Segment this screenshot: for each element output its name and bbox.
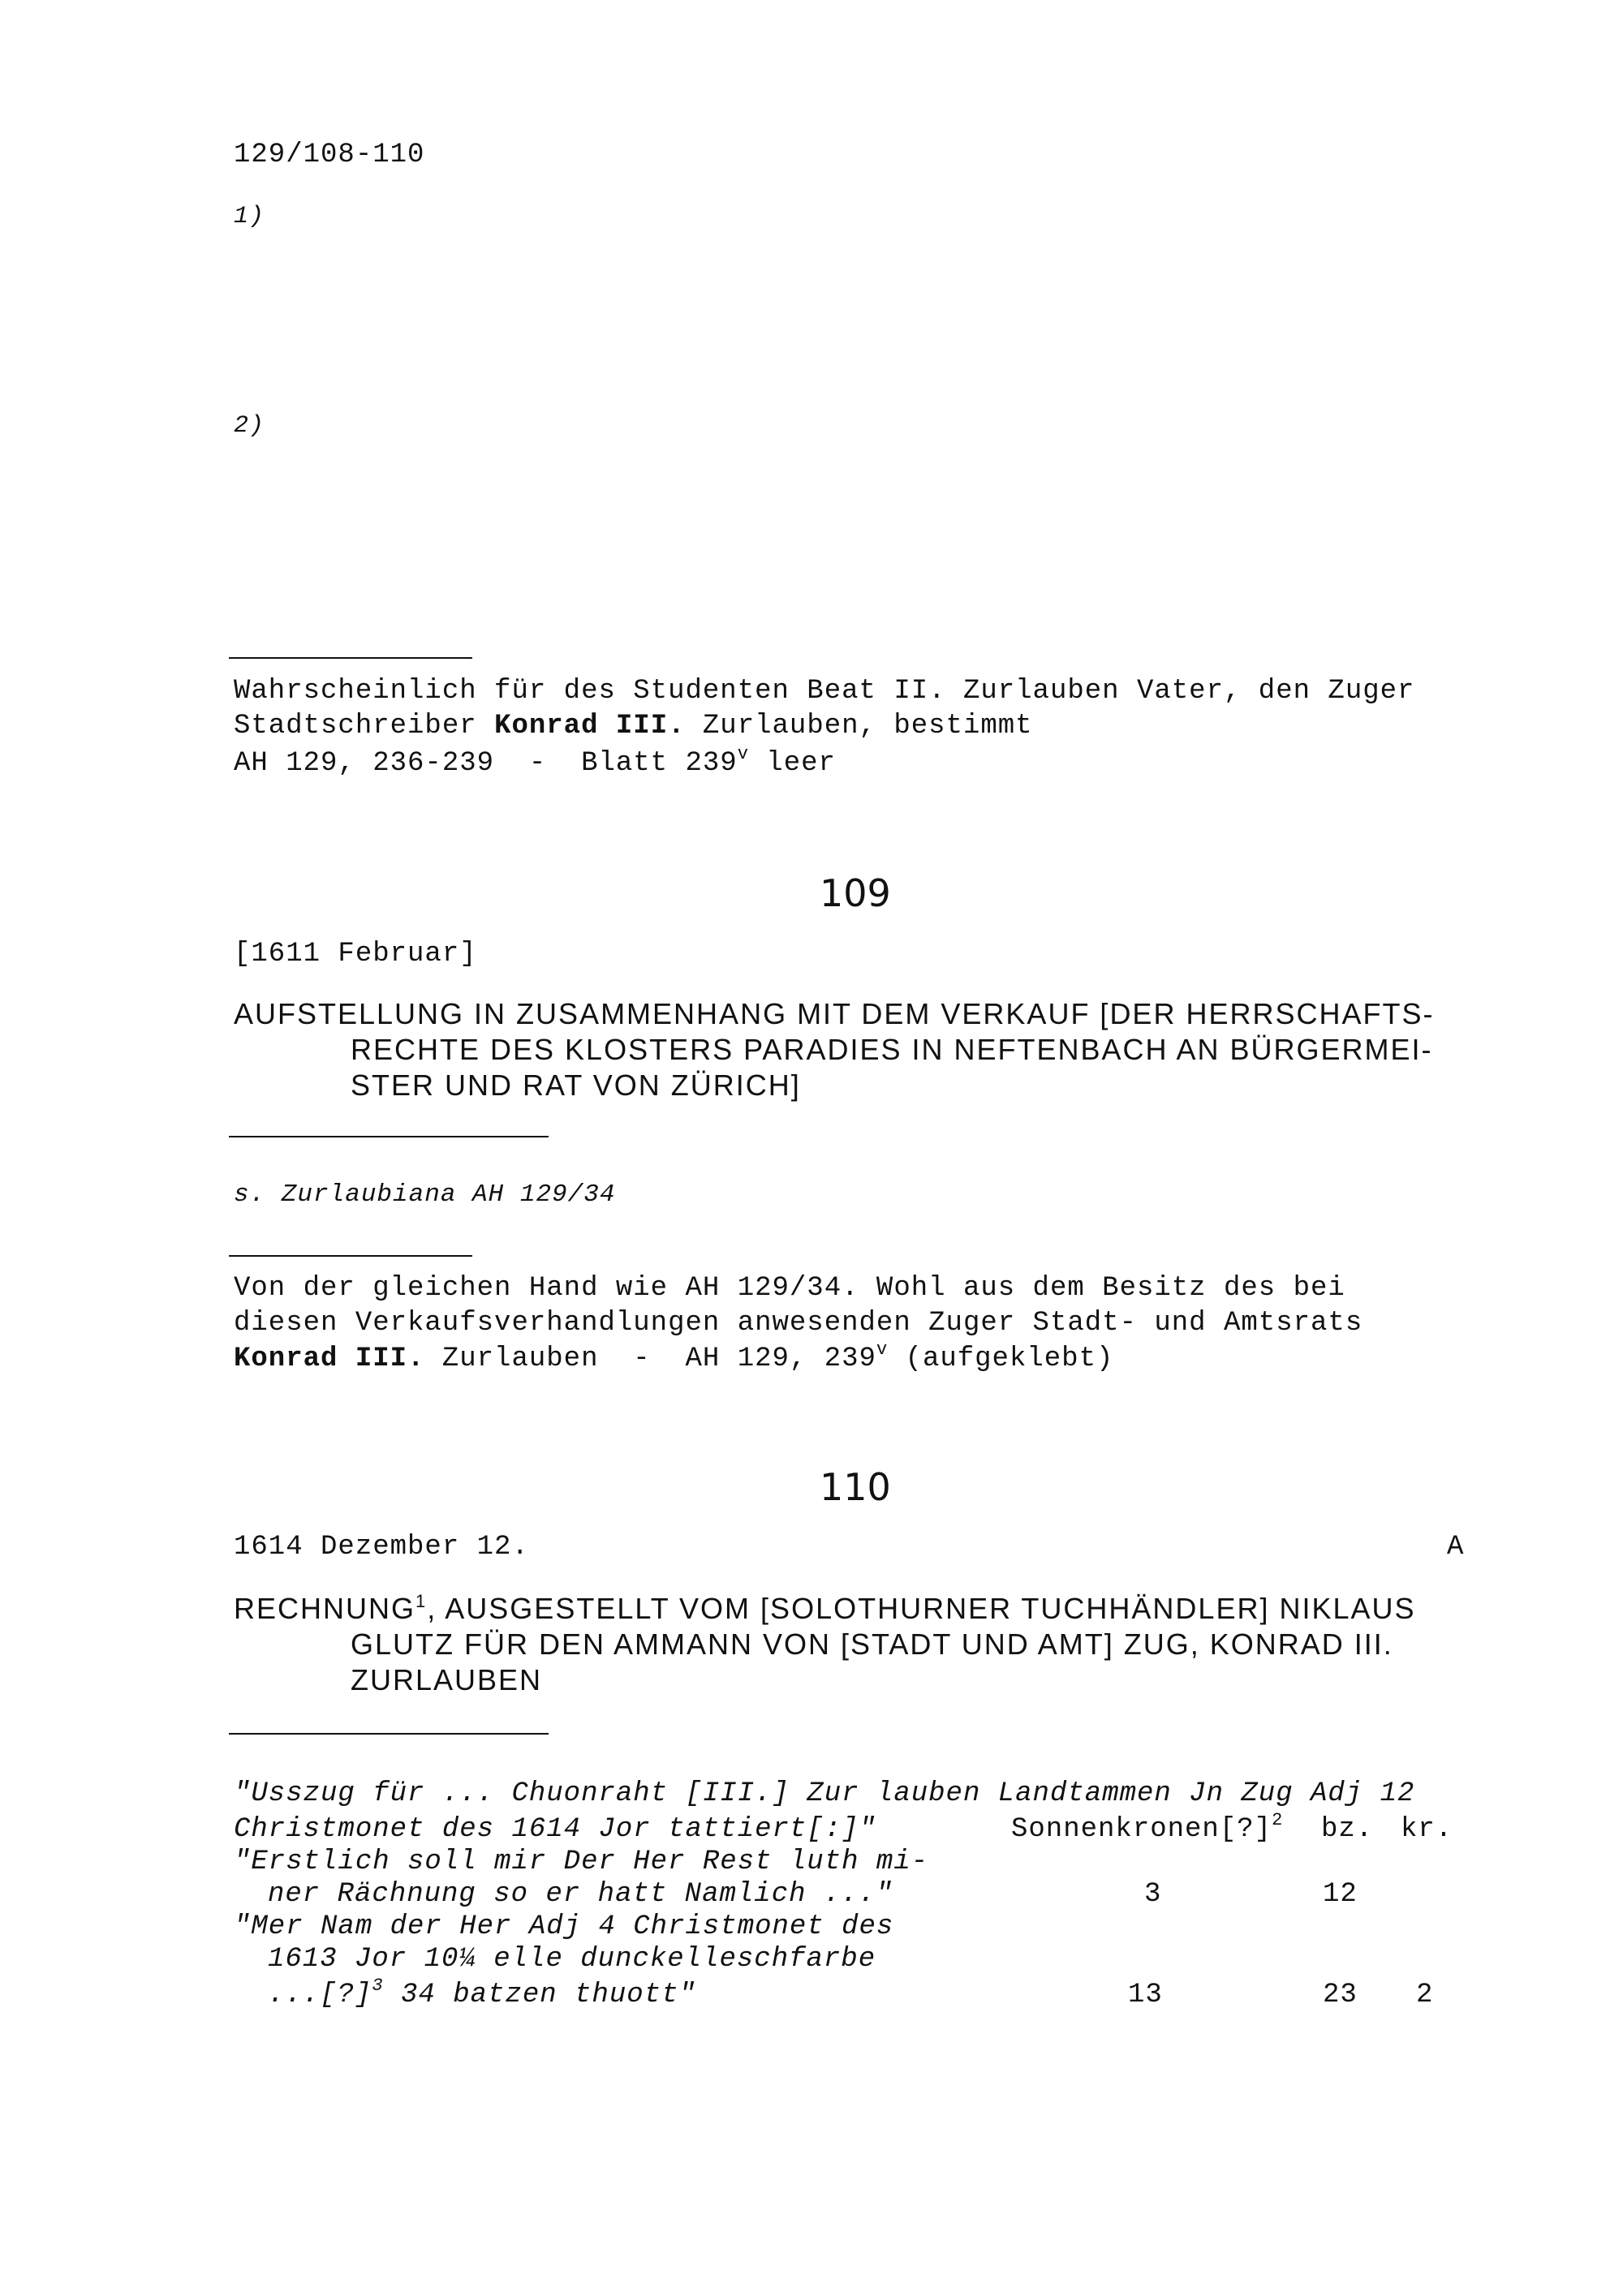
- source-reference: s. Zurlaubiana AH 129/34: [234, 1180, 616, 1209]
- footnote-rule: [229, 1255, 472, 1257]
- section-rule: [229, 1136, 549, 1137]
- note-marker-2: 2): [234, 412, 265, 440]
- version-marker: A: [1447, 1532, 1465, 1563]
- quote-line: ...[?]$^3$ 34 batzen thuott": [268, 1976, 696, 2010]
- document-number: 109: [820, 871, 891, 915]
- document-number: 110: [820, 1465, 891, 1509]
- footnote-rule: [229, 657, 472, 659]
- note-line: Wahrscheinlich für des Studenten Beat II. Zurlauben Vater, den Zuger: [234, 676, 1415, 707]
- note-line: diesen Verkaufsverhandlungen anwesenden Zuger Stadt- und Amtsrats: [234, 1308, 1363, 1339]
- quote-line: "Mer Nam der Her Adj 4 Christmonet des: [234, 1911, 894, 1942]
- value-kreuzer: 2: [1416, 1980, 1434, 2010]
- document-date: 1614 Dezember 12.: [234, 1532, 529, 1563]
- note-line: AH 129, 236-239 - Blatt 239$^v$ leer: [234, 744, 836, 779]
- document-title: STER UND RAT VON ZÜRICH]: [351, 1068, 801, 1102]
- column-header-kreuzer: kr.: [1401, 1814, 1453, 1845]
- document-title: GLUTZ FÜR DEN AMMANN VON [STADT UND AMT] ZUG, KONRAD III.: [351, 1627, 1393, 1661]
- section-rule: [229, 1733, 549, 1735]
- note-line: Konrad III. Zurlauben - AH 129, 239$^v$ (aufgeklebt): [234, 1339, 1114, 1374]
- note-line: Stadtschreiber Konrad III. Zurlauben, bestimmt: [234, 711, 1033, 742]
- quote-line: ner Rächnung so er hatt Namlich ...": [268, 1879, 893, 1910]
- note-marker-1: 1): [234, 203, 265, 230]
- value-kronen: 3: [1144, 1879, 1162, 1910]
- document-title: ZURLAUBEN: [351, 1663, 543, 1696]
- value-batzen: 23: [1323, 1980, 1358, 2010]
- quote-line: Christmonet des 1614 Jor tattiert[:]": [234, 1814, 876, 1845]
- document-title: RECHNUNG$^1$, AUSGESTELLT VOM [SOLOTHURNER TUCHHÄNDLER] NIKLAUS: [234, 1591, 1416, 1625]
- document-title: RECHTE DES KLOSTERS PARADIES IN NEFTENBACH AN BÜRGERMEI-: [351, 1033, 1433, 1066]
- page-reference: 129/108-110: [234, 140, 425, 170]
- document-date: [1611 Februar]: [234, 939, 477, 970]
- note-line: Von der gleichen Hand wie AH 129/34. Wohl aus dem Besitz des bei: [234, 1273, 1345, 1304]
- column-header-batzen: bz.: [1321, 1814, 1374, 1845]
- value-kronen: 13: [1128, 1980, 1163, 2010]
- quote-line: 1613 Jor 10¼ elle dunckelleschfarbe: [268, 1944, 876, 1975]
- quote-line: "Usszug für ... Chuonraht [III.] Zur lauben Landtammen Jn Zug Adj 12: [234, 1778, 1415, 1809]
- value-batzen: 12: [1323, 1879, 1358, 1910]
- document-title: AUFSTELLUNG IN ZUSAMMENHANG MIT DEM VERKAUF [DER HERRSCHAFTS-: [234, 997, 1435, 1030]
- column-header-kronen: Sonnenkronen[?]$^2$: [1011, 1810, 1284, 1845]
- quote-line: "Erstlich soll mir Der Her Rest luth mi-: [234, 1847, 929, 1877]
